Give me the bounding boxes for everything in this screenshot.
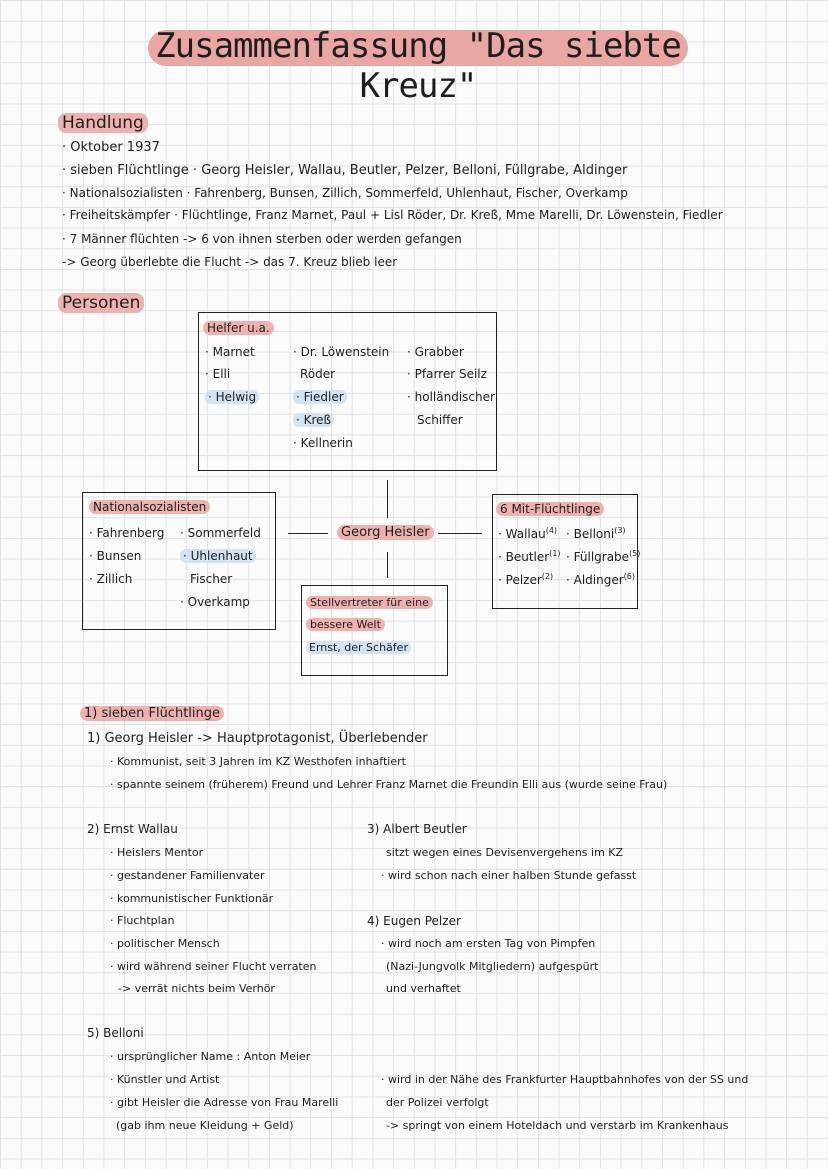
handlung-line: · Nationalsozialisten · Fahrenberg, Bunsen, Zillich, Sommerfeld, Uhlenhaut, Fischer, Overkamp <box>62 186 628 200</box>
nazis-label: Nationalsozialisten <box>89 500 210 514</box>
belloni-line: · gibt Heisler die Adresse von Frau Marelli <box>110 1096 339 1109</box>
helfer-label: Helfer u.a. <box>203 321 274 335</box>
nazis-item: · Fahrenberg <box>89 526 165 540</box>
helfer-item: · Elli <box>205 367 231 381</box>
helfer-item: · Marnet <box>205 345 255 359</box>
belloni-line: · Künstler und Artist <box>110 1073 220 1086</box>
nazis-item: · Zillich <box>89 572 133 586</box>
nazis-item: Fischer <box>190 572 233 586</box>
helfer-item: · Kellnerin <box>293 436 353 450</box>
georg-line: · spannte seinem (früherem) Freund und Lehrer Franz Marnet die Freundin Elli aus (wurde seine Frau) <box>110 778 668 791</box>
pelzer-line: und verhaftet <box>386 982 461 995</box>
mitfluechtling-item: · Aldinger$^{(6)}$ <box>566 572 636 587</box>
helfer-item: · Grabber <box>407 345 464 359</box>
helfer-item: · Helwig <box>205 390 259 404</box>
connector-line <box>438 533 482 534</box>
mitfluechtling-item: · Pelzer$^{(2)}$ <box>498 572 554 587</box>
handlung-line: · Freiheitskämpfer · Flüchtlinge, Franz Marnet, Paul + Lisl Röder, Dr. Kreß, Mme Marelli, Dr. Löwenstein, Fiedler <box>62 208 723 222</box>
mitfluechtling-item: · Belloni$^{(3)}$ <box>566 526 626 541</box>
helfer-item: · Pfarrer Seilz <box>407 367 487 381</box>
georg-title: 1) Georg Heisler -> Hauptprotagonist, Überlebender <box>87 731 428 746</box>
stellvertreter-line: Stellvertreter für eine <box>306 596 433 609</box>
connector-line <box>387 552 388 578</box>
beutler-line: · wird schon nach einer halben Stunde gefasst <box>381 869 637 882</box>
mitfluechtling-item: · Füllgrabe$^{(5)}$ <box>566 549 641 564</box>
nazis-item: · Overkamp <box>180 595 250 609</box>
stellvertreter-line: bessere Welt <box>306 618 385 631</box>
wallau-line: -> verrät nichts beim Verhör <box>118 982 275 995</box>
wallau-line: · Fluchtplan <box>110 914 175 927</box>
mitfluechtlinge-label: 6 Mit-Flüchtlinge <box>496 502 604 516</box>
wallau-title: 2) Ernst Wallau <box>87 822 178 836</box>
center-person: Georg Heisler <box>337 525 434 540</box>
fluechtlinge-heading: 1) sieben Flüchtlinge <box>80 706 224 721</box>
nazis-item: · Uhlenhaut <box>180 549 256 563</box>
wallau-line: · politischer Mensch <box>110 937 220 950</box>
stellvertreter-line: Ernst, der Schäfer <box>306 641 411 654</box>
handlung-line: -> Georg überlebte die Flucht -> das 7. Kreuz blieb leer <box>62 255 398 269</box>
belloni-line: der Polizei verfolgt <box>386 1096 489 1109</box>
helfer-item: · Dr. Löwenstein <box>293 345 390 359</box>
pelzer-line: (Nazi-Jungvolk Mitgliedern) aufgespürt <box>386 960 599 973</box>
connector-line <box>288 533 328 534</box>
handlung-line: · sieben Flüchtlinge · Georg Heisler, Wallau, Beutler, Pelzer, Belloni, Füllgrabe, Aldinger <box>62 163 628 178</box>
belloni-line: -> springt von einem Hoteldach und verstarb im Krankenhaus <box>386 1119 729 1132</box>
pelzer-title: 4) Eugen Pelzer <box>367 914 461 928</box>
helfer-item: · Kreß <box>293 413 334 427</box>
wallau-line: · wird während seiner Flucht verraten <box>110 960 317 973</box>
wallau-line: · Heislers Mentor <box>110 846 204 859</box>
mitfluechtling-item: · Wallau$^{(4)}$ <box>498 526 558 541</box>
page-title: Zusammenfassung "Das siebte Kreuz" <box>155 26 681 106</box>
helfer-item: Schiffer <box>417 413 463 427</box>
handlung-heading: Handlung <box>58 113 148 133</box>
wallau-line: · kommunistischer Funktionär <box>110 892 274 905</box>
nazis-item: · Sommerfeld <box>180 526 261 540</box>
personen-heading: Personen <box>58 293 144 313</box>
helfer-item: Röder <box>300 367 336 381</box>
belloni-line: · ursprünglicher Name : Anton Meier <box>110 1050 311 1063</box>
handlung-line: · 7 Männer flüchten -> 6 von ihnen sterben oder werden gefangen <box>62 232 462 246</box>
beutler-title: 3) Albert Beutler <box>367 822 467 836</box>
pelzer-line: · wird noch am ersten Tag von Pimpfen <box>381 937 596 950</box>
handlung-line: · Oktober 1937 <box>62 140 160 155</box>
belloni-line: · wird in der Nähe des Frankfurter Hauptbahnhofes von der SS und <box>381 1073 749 1086</box>
wallau-line: · gestandener Familienvater <box>110 869 265 882</box>
helfer-item: · Fiedler <box>293 390 347 404</box>
beutler-line: sitzt wegen eines Devisenvergehens im KZ <box>386 846 624 859</box>
helfer-item: · holländischer <box>407 390 495 404</box>
belloni-line: (gab ihm neue Kleidung + Geld) <box>116 1119 294 1132</box>
nazis-item: · Bunsen <box>89 549 142 563</box>
mitfluechtling-item: · Beutler$^{(1)}$ <box>498 549 561 564</box>
connector-line <box>387 480 388 518</box>
georg-line: · Kommunist, seit 3 Jahren im KZ Westhofen inhaftiert <box>110 755 406 768</box>
belloni-title: 5) Belloni <box>87 1026 144 1040</box>
